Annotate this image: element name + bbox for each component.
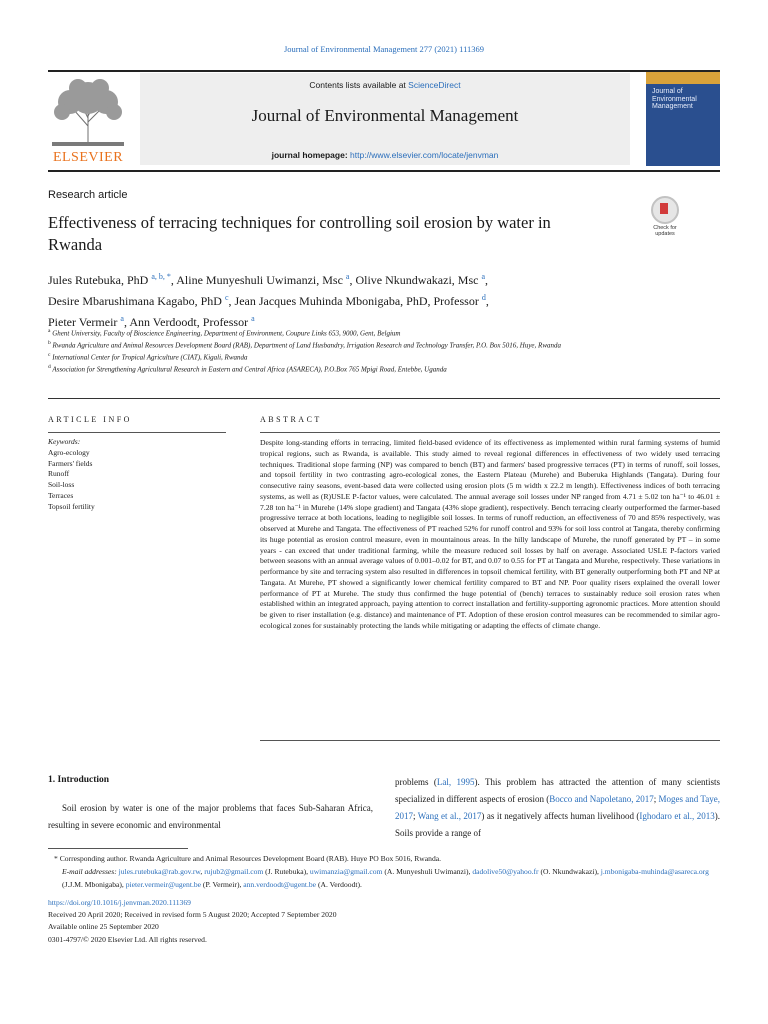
email-label: E-mail addresses:: [62, 867, 117, 876]
email-text: (J.J.M. Mbonigaba),: [62, 880, 126, 889]
email-link[interactable]: rujub2@gmail.com: [204, 867, 264, 876]
keyword-item: Agro-ecology: [48, 447, 90, 457]
author-separator: ,: [485, 294, 489, 308]
bookmark-icon: [651, 196, 679, 224]
keyword-item: Soil-loss: [48, 480, 75, 490]
affiliation-text: Association for Strengthening Agricultural Research in Eastern and Central Africa (ASARECA), P.O.Box 765 Mpigi Road, Entebbe, Uganda: [50, 365, 447, 374]
email-link[interactable]: uwimanzia@gmail.com: [309, 867, 383, 876]
cover-top-band: [646, 72, 720, 84]
citation-link[interactable]: Wang et al., 2017: [417, 811, 482, 821]
author-separator: ,: [228, 294, 235, 308]
affiliation-item: [48, 351, 648, 363]
journal-homepage: [140, 150, 630, 160]
intro-text: ). Soils provide a range of: [395, 811, 720, 838]
author-list: [48, 268, 708, 331]
homepage-label: journal homepage:: [271, 150, 351, 160]
affiliation-mark: c: [48, 351, 51, 358]
author-separator: ,: [485, 273, 489, 287]
author-separator: ,: [349, 273, 356, 287]
intro-text: ;: [413, 811, 418, 821]
keyword-item: Topsoil fertility: [48, 501, 95, 511]
contents-prefix: Contents lists available at: [309, 80, 409, 90]
intro-text: ). This problem has attracted the attention of many scientists specialized in different aspects of erosion (: [395, 777, 721, 804]
author-affiliation-mark[interactable]: a, b, *: [151, 272, 171, 281]
affiliation-mark: b: [48, 339, 51, 346]
corresponding-author-note: * Corresponding author. Rwanda Agriculture and Animal Resources Development Board (RAB). Huye PO Box 5016, Rwanda.: [54, 854, 442, 863]
journal-citation[interactable]: Journal of Environmental Management 277 (2021) 111369: [283, 44, 485, 54]
email-text: ,: [200, 867, 205, 876]
email-text: (P. Vermeir),: [201, 880, 244, 889]
article-info-rule: [48, 432, 226, 433]
citation-link[interactable]: Bocco and Napoletano, 2017: [549, 794, 654, 804]
doi-link[interactable]: https://doi.org/10.1016/j.jenvman.2020.111369: [48, 898, 191, 907]
author-name[interactable]: Ann Verdoodt, Professor: [129, 315, 252, 329]
introduction-heading: 1. Introduction: [48, 775, 110, 785]
keyword-item: Runoff: [48, 469, 70, 479]
author-affiliation-mark[interactable]: a: [120, 314, 124, 323]
cover-title: Journal of Environmental Management: [652, 88, 697, 111]
section-rule: [48, 398, 720, 399]
affiliation-text: Rwanda Agriculture and Animal Resources Development Board (RAB), Department of Land Husbandry, Irrigation Research and Technology Transfer, P.O. Box 5016, Huye, Rwanda: [50, 341, 561, 350]
intro-left-column: Soil erosion by water is one of the major problems that faces Sub-Saharan Africa, resulting in severe economic and environmental: [48, 803, 373, 830]
author-affiliation-mark[interactable]: d: [481, 293, 486, 302]
intro-text: ) as it negatively affects human livelihood (: [481, 811, 640, 821]
affiliation-item: [48, 327, 648, 339]
affiliation-item: [48, 363, 648, 375]
header-top-rule: [48, 70, 720, 72]
email-text: (J. Rutebuka),: [263, 867, 310, 876]
citation-link[interactable]: Lal, 1995: [436, 777, 475, 787]
abstract-rule: [260, 432, 720, 433]
keyword-item: Terraces: [48, 490, 74, 500]
footnote-rule: [48, 848, 188, 849]
author-affiliation-mark[interactable]: a: [481, 272, 486, 281]
article-type: Research article: [48, 189, 128, 201]
author-affiliation-mark[interactable]: a: [345, 272, 350, 281]
author-line-2: [48, 289, 708, 310]
email-link[interactable]: dadolive50@yahoo.fr: [472, 867, 539, 876]
intro-right-column: [395, 774, 720, 842]
copyright: 0301-4797/© 2020 Elsevier Ltd. All rights reserved.: [48, 934, 207, 944]
affiliation-text: International Center for Tropical Agriculture (CIAT), Kigali, Rwanda: [50, 353, 248, 362]
author-separator: ,: [123, 315, 130, 329]
received-dates: Received 20 April 2020; Received in revised form 5 August 2020; Accepted 7 September 2020: [48, 910, 337, 920]
affiliation-mark: a: [48, 328, 51, 334]
sciencedirect-link[interactable]: ScienceDirect: [408, 80, 461, 90]
author-line-1: [48, 268, 708, 289]
author-name[interactable]: Jules Rutebuka, PhD: [48, 273, 152, 287]
intro-text: ;: [653, 794, 659, 804]
journal-title: Journal of Environmental Management: [251, 106, 519, 125]
check-for-updates-badge[interactable]: [650, 196, 680, 236]
keyword-item: Farmers' fields: [48, 458, 93, 468]
author-affiliation-mark[interactable]: c: [224, 293, 229, 302]
email-link[interactable]: jules.rutebuka@rab.gov.rw: [118, 867, 201, 876]
citation-link[interactable]: Ighodaro et al., 2013: [639, 811, 715, 821]
affiliation-mark: d: [48, 363, 51, 370]
affiliation-text: Ghent University, Faculty of Bioscience Engineering, Department of Environment, Coupure Links 653, 9000, Gent, Belgium: [50, 329, 401, 338]
abstract-heading: ABSTRACT: [260, 415, 322, 424]
affiliation-item: [48, 339, 648, 351]
author-separator: ,: [170, 273, 177, 287]
abstract-end-rule: [260, 740, 720, 741]
article-title: Effectiveness of terracing techniques for controlling soil erosion by water in Rwanda: [48, 213, 551, 254]
email-link[interactable]: ann.verdoodt@ugent.be: [243, 880, 317, 889]
keywords-block: [48, 437, 226, 513]
email-text: (A. Verdoodt).: [316, 880, 362, 889]
footnotes: [48, 852, 720, 891]
affiliation-list: [48, 327, 648, 375]
article-info-heading: ARTICLE INFO: [48, 415, 132, 424]
citation-link[interactable]: Moges and Taye, 2017: [395, 794, 720, 821]
check-updates-label: Check for updates: [653, 225, 677, 237]
email-text: (A. Munyeshuli Uwimanzi),: [382, 867, 473, 876]
email-addresses: [48, 865, 720, 891]
journal-cover-thumbnail[interactable]: [646, 72, 720, 166]
header-bottom-rule: [48, 170, 720, 172]
keywords-label: Keywords:: [48, 437, 81, 446]
author-name[interactable]: Jean Jacques Muhinda Mbonigaba, PhD, Professor: [234, 294, 482, 308]
homepage-link[interactable]: http://www.elsevier.com/locate/jenvman: [350, 150, 499, 160]
publication-info: [48, 897, 720, 946]
email-text: (O. Nkundwakazi),: [538, 867, 601, 876]
author-name[interactable]: Olive Nkundwakazi, Msc: [355, 273, 482, 287]
email-link[interactable]: j.mbonigaba-muhinda@asareca.org: [600, 867, 709, 876]
contents-line: [140, 80, 630, 90]
elsevier-wordmark: ELSEVIER: [52, 150, 124, 165]
available-online: Available online 25 September 2020: [48, 922, 159, 932]
author-name[interactable]: Desire Mbarushimana Kagabo, PhD: [48, 294, 225, 308]
author-name[interactable]: Aline Munyeshuli Uwimanzi, Msc: [176, 273, 346, 287]
keyword-list: [48, 448, 226, 513]
author-affiliation-mark[interactable]: a: [251, 314, 255, 323]
email-link[interactable]: pieter.vermeir@ugent.be: [125, 880, 202, 889]
abstract-text: Despite long-standing efforts in terracing, limited field-based evidence of its effectiveness as implemented within rural farming systems of humid tropical regions, such as Rwanda, is available. This study aimed to reveal regional differences in effectiveness of two widely used terracing techniques. Traditional slope farming (NP) was compared to bench (BT) and farmers' based progressive terraces (PT) in terms of runoff, soil losses, and topsoil fertility in two contrasting agro-ecological zones, the Eastern Plateau (Murehe) and Buberuka Highlands (Tangata). During four consecutive rainy seasons, event-based data were collected using erosion plots (5 m width x 22.2 m length). Effectiveness indices of both terracing systems, as well as (R)USLE P-factor values, were calculated. The annual average soil losses under NP ranged from 4.71 ± 5.02 ton ha⁻¹ to 46.01 ± 7.28 ton ha⁻¹ in Murehe (14% slope gradient) and Tangata (43% slope gradient), respectively. Bench terracing clearly outperformed the farmer-based progressive terrace at both locations, leading to negligible soil losses. In terms of runoff reduction, an effectiveness of 70 and 85% respectively, was observed at Murehe and Tangata. The effectiveness of PT reached 52% for runoff control and 93% for soil loss control at Tangata, thereby confirming its huge potential as erosion control measure, even in mountainous areas. In the hilly landscape of Murehe, the runoff generated by PT – in some years - can exceed that under traditional farming, while the measure reduced soil losses by half on average. Associated USLE P-factors varied between seasons with an annual average values of 0.001–0.02 for BT, and 0.07 to 0.55 for PT at Tangata and Murehe, respectively. These variations in performance by site and terracing system also resulted in differences in topsoil chemical fertility, with BT generally outperforming both PT and NP at Tangata. At Murehe, PT showed a significantly lower chemical fertility compared to BT and NP. Poor quality risers explained the overall lower performance of PT at Murehe. The study thus confirmed the huge potential of (bench) terraces to sustainably reduce soil erosion rates when established within an integrated approach, paying attention to correct installation and fertility-supporting agronomic practices. More attention should be given to riser installation (e.g. distance) and maintenance of PT. Adoption of these erosion control measures can be recommended to similar agro-ecological zones for sustainably protecting the lands while mitigating or adapting the effects of climate change.: [260, 438, 720, 630]
intro-text: problems (: [395, 777, 437, 787]
author-name[interactable]: Pieter Vermeir: [48, 315, 121, 329]
